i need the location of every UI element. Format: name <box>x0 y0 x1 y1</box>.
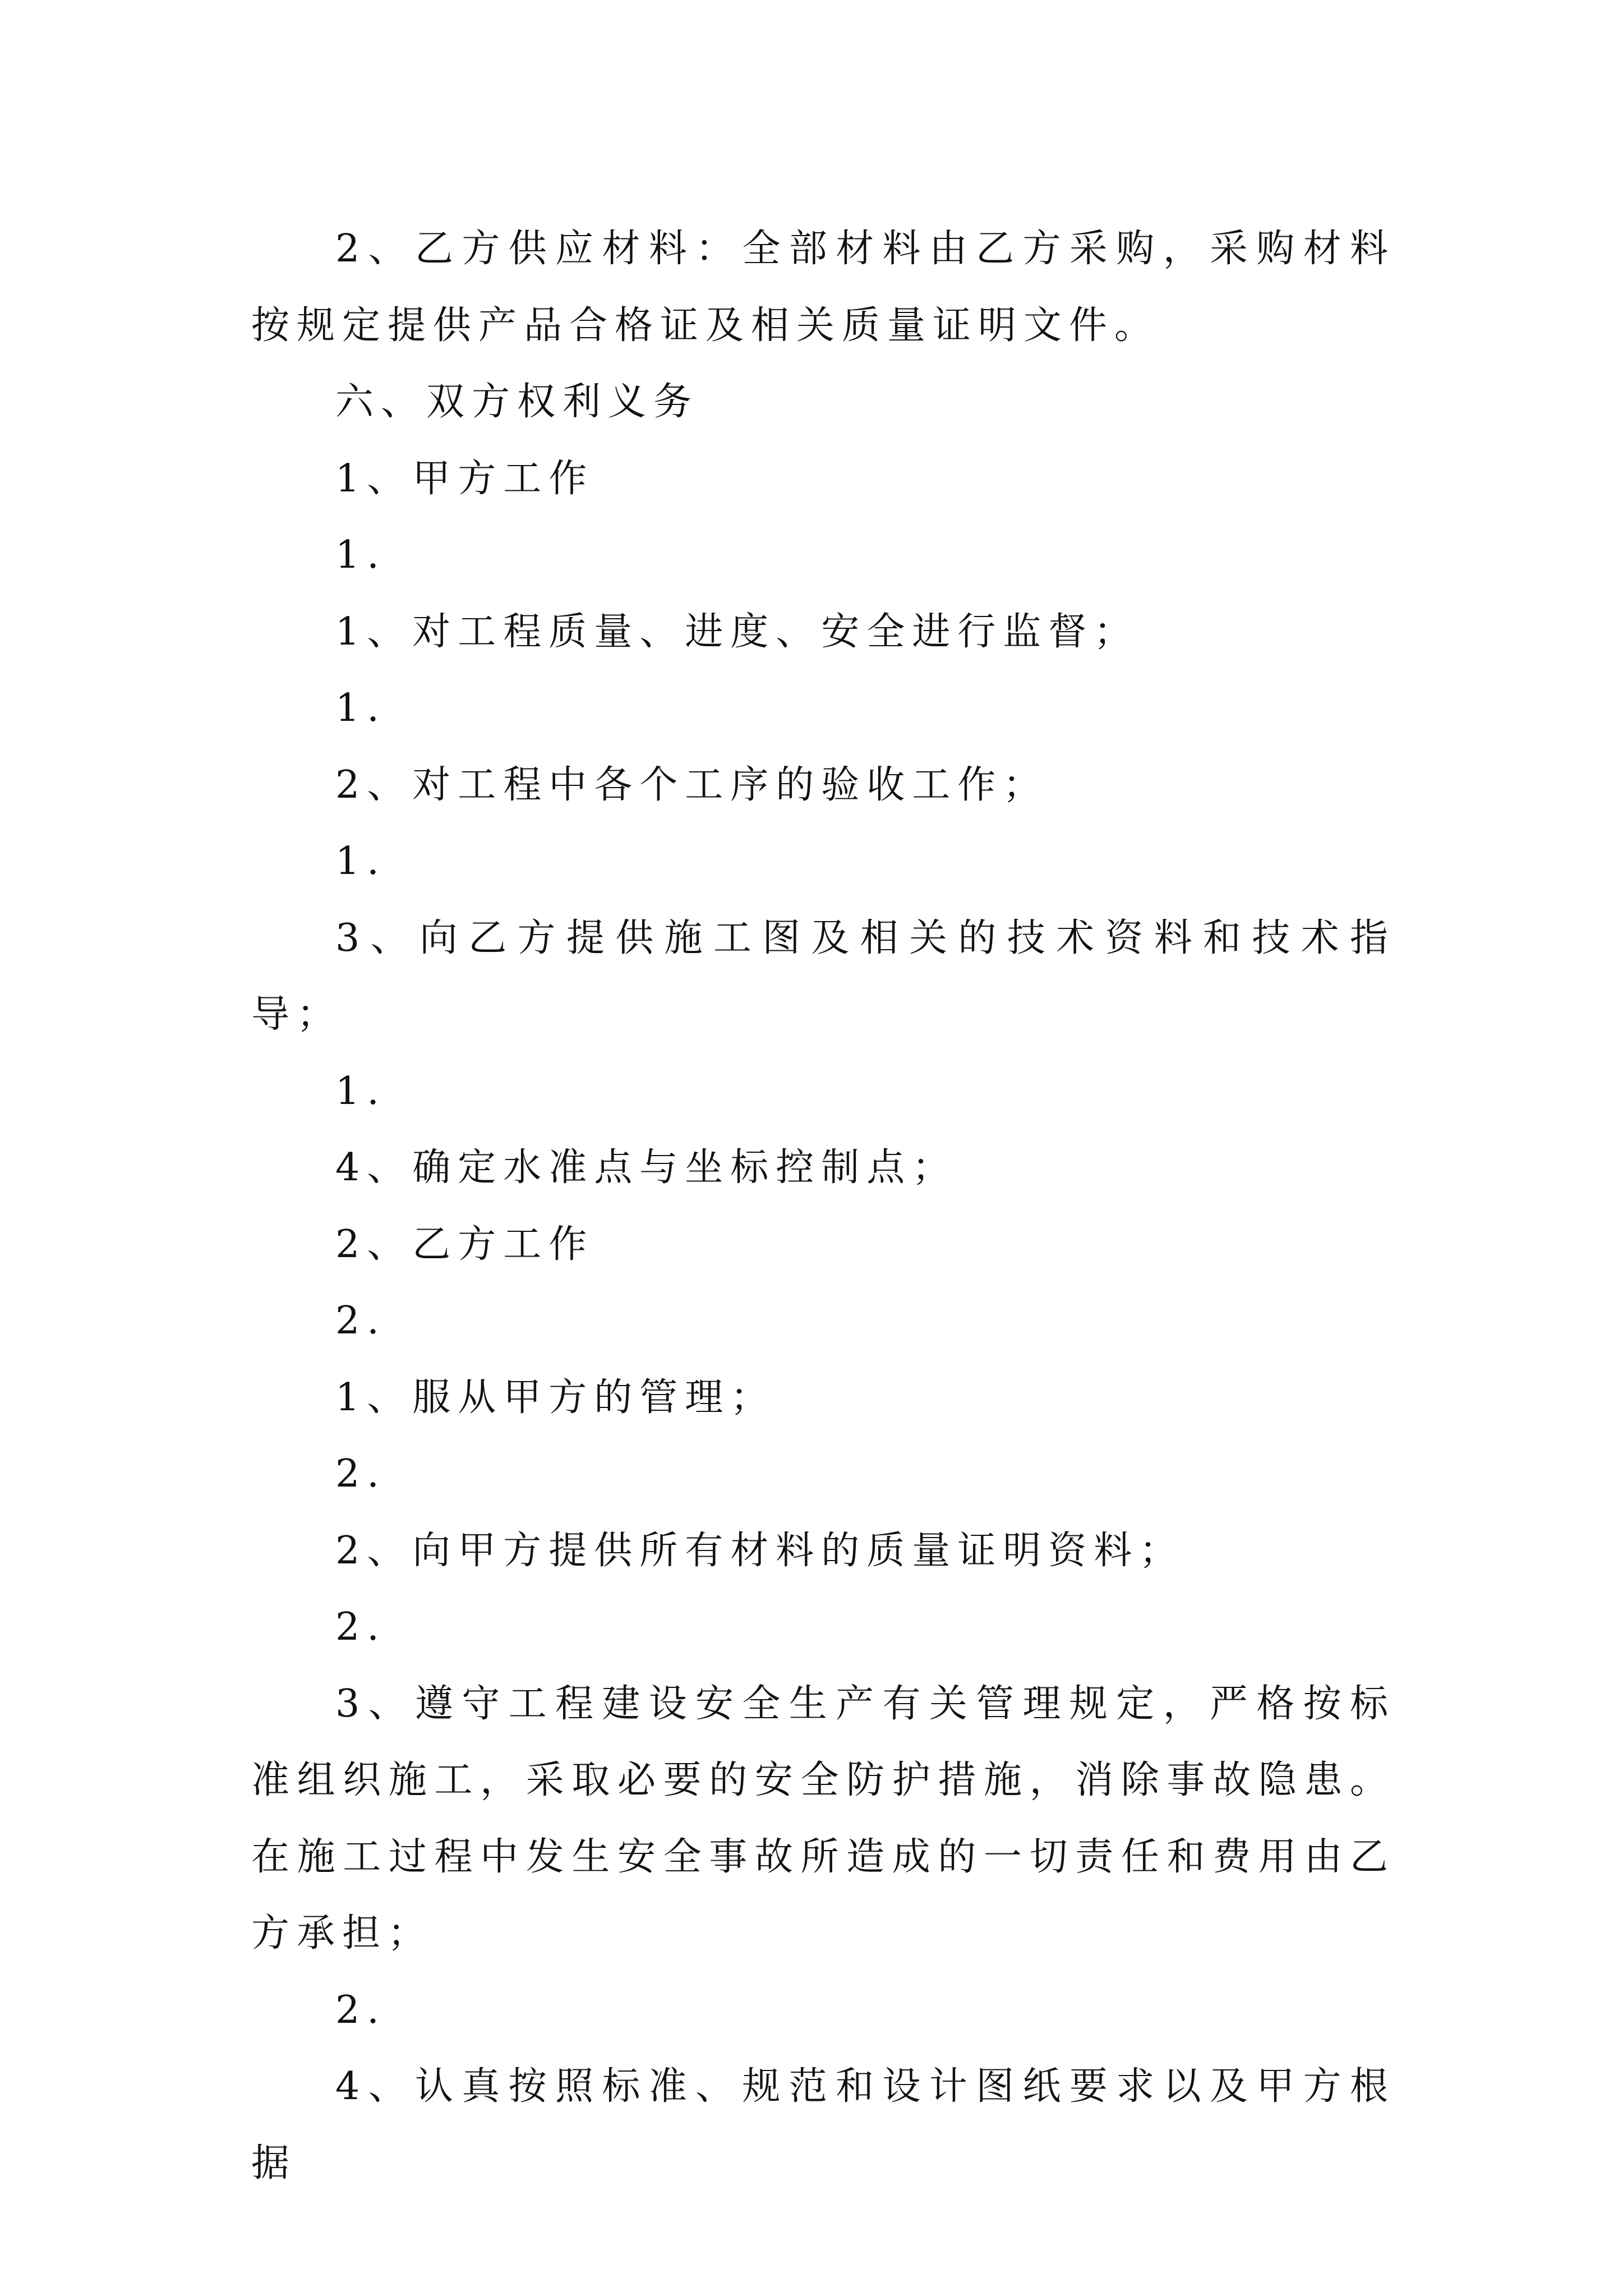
list-item: 2、向甲方提供所有材料的质量证明资料； <box>335 1528 1185 1573</box>
subsection-heading: 2、乙方工作 <box>335 1222 594 1267</box>
paragraph: 4、认真按照标准、规范和设计图纸要求以及甲方根据 <box>251 2064 1395 2185</box>
list-number: 1. <box>335 533 386 577</box>
list-number: 1. <box>335 1069 386 1114</box>
list-number: 2. <box>335 1987 386 2032</box>
list-number: 1. <box>335 686 386 730</box>
list-item: 1、服从甲方的管理； <box>335 1375 776 1420</box>
document-body <box>251 211 1395 2202</box>
list-number: 2. <box>335 1452 386 1496</box>
list-number: 2. <box>335 1605 386 1649</box>
subsection-heading: 1、甲方工作 <box>335 456 594 501</box>
list-item: 1、对工程质量、进度、安全进行监督； <box>335 609 1140 654</box>
section-heading: 六、双方权利义务 <box>335 380 699 424</box>
list-number: 1. <box>335 839 386 884</box>
list-number: 2. <box>335 1299 386 1343</box>
paragraph: 3、遵守工程建设安全生产有关管理规定，严格按标准组织施工，采取必要的安全防护措施，消除事故隐患。在施工过程中发生安全事故所造成的一切责任和费用由乙方承担； <box>251 1681 1395 1955</box>
list-item: 3、向乙方提供施工图及相关的技术资料和技术指导； <box>251 915 1395 1037</box>
paragraph: 2、乙方供应材料：全部材料由乙方采购，采购材料按规定提供产品合格证及相关质量证明文件。 <box>251 227 1395 348</box>
list-item: 2、对工程中各个工序的验收工作； <box>335 762 1049 807</box>
list-item: 4、确定水准点与坐标控制点； <box>335 1145 958 1190</box>
